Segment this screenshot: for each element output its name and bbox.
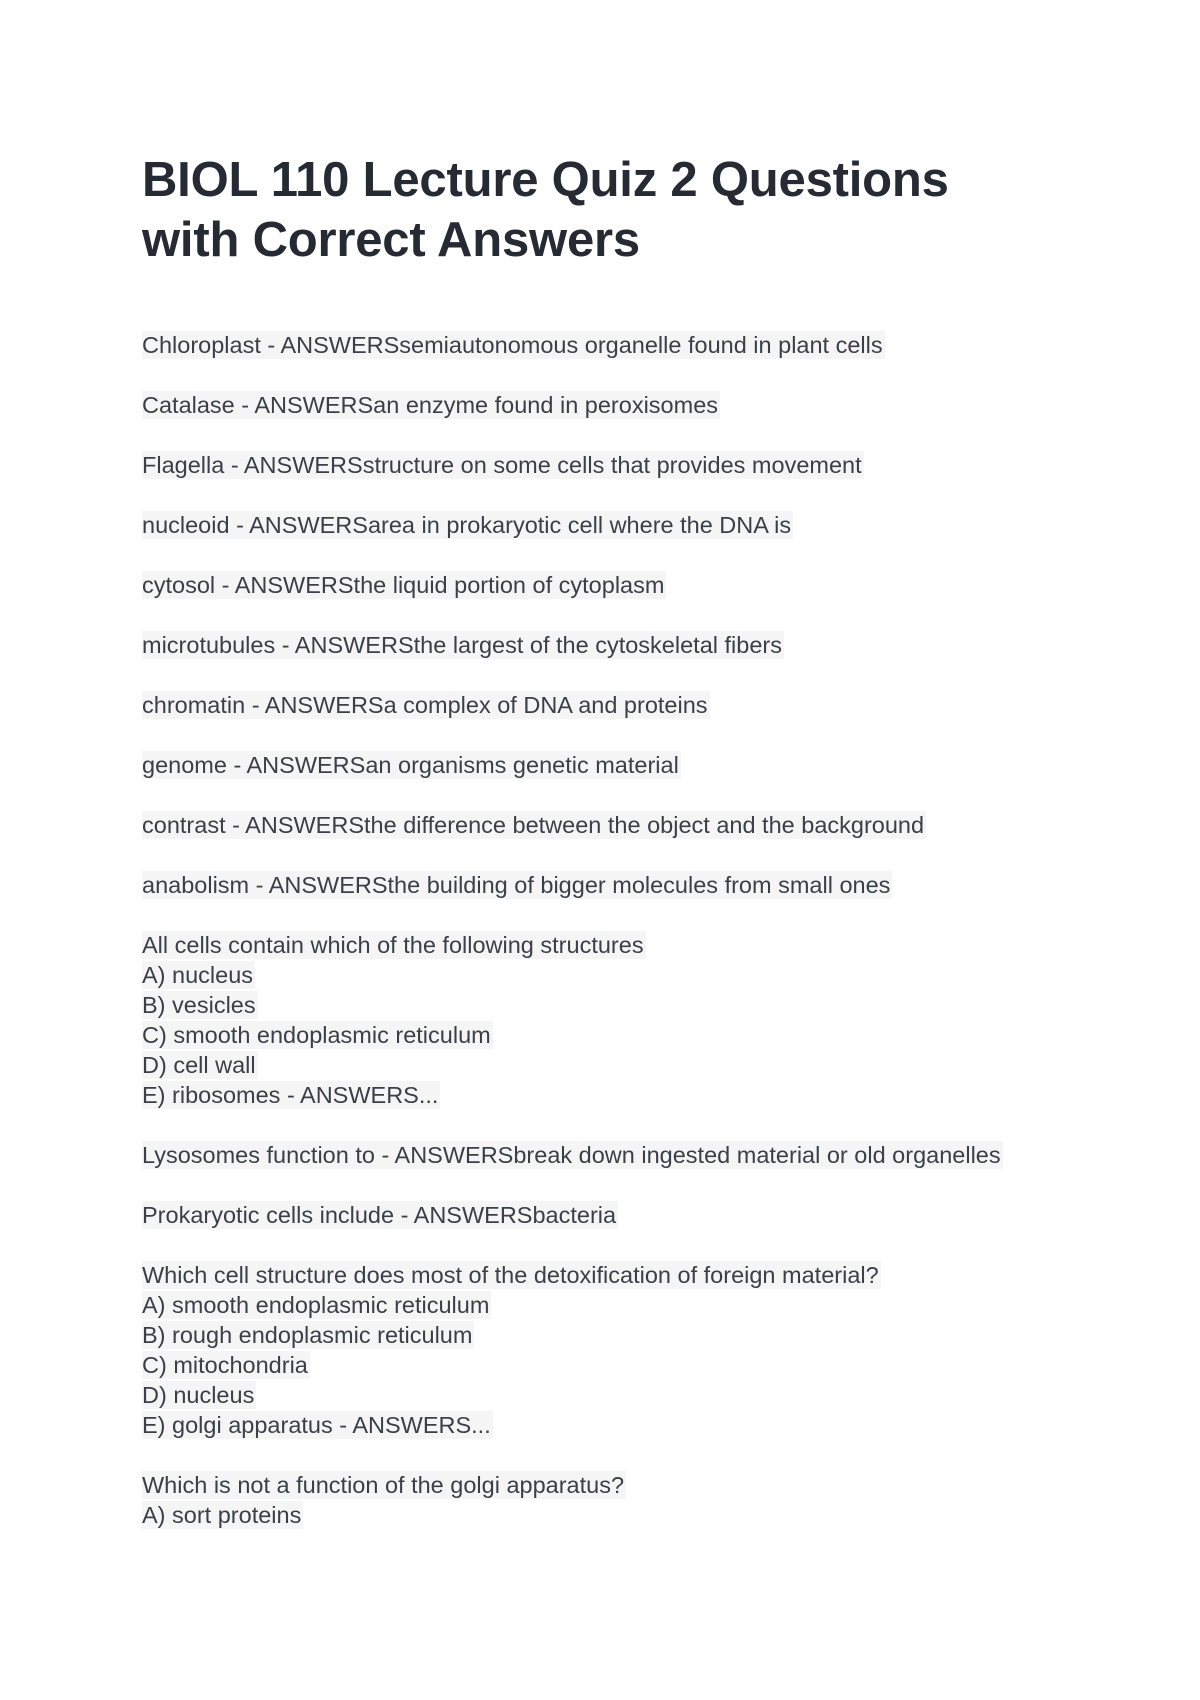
option-text: B) rough endoplasmic reticulum: [142, 1322, 473, 1348]
question-option: [142, 1290, 1062, 1320]
qa-entry-genome: [142, 750, 1062, 780]
question-text: All cells contain which of the following structures: [142, 932, 644, 958]
question-prompt: [142, 1470, 1062, 1500]
option-text: C) smooth endoplasmic reticulum: [142, 1022, 491, 1048]
qa-entry-contrast: [142, 810, 1062, 840]
qa-entry-prokaryotic: [142, 1200, 1062, 1230]
option-text: A) nucleus: [142, 962, 254, 988]
question-prompt: [142, 1260, 1062, 1290]
qa-entry-anabolism: [142, 870, 1062, 900]
question-option: [142, 1380, 1062, 1410]
qa-entry-cytosol: [142, 570, 1062, 600]
qa-entry-catalase: [142, 390, 1062, 420]
option-text: E) golgi apparatus - ANSWERS...: [142, 1412, 491, 1438]
question-option: [142, 1350, 1062, 1380]
question-option: [142, 1410, 1062, 1440]
option-text: D) cell wall: [142, 1052, 256, 1078]
document-title: [142, 150, 1062, 270]
option-text: C) mitochondria: [142, 1352, 308, 1378]
qa-text: cytosol - ANSWERSthe liquid portion of cytoplasm: [142, 572, 665, 598]
question-block-golgi: [142, 1470, 1062, 1530]
qa-text: Catalase - ANSWERSan enzyme found in peroxisomes: [142, 392, 719, 418]
question-text: Which is not a function of the golgi apparatus?: [142, 1472, 625, 1498]
question-option: [142, 1500, 1062, 1530]
qa-entry-microtubules: [142, 630, 1062, 660]
title-line-1: BIOL 110 Lecture Quiz 2 Questions: [142, 153, 949, 207]
qa-text: Prokaryotic cells include - ANSWERSbacteria: [142, 1202, 617, 1228]
qa-entry-nucleoid: [142, 510, 1062, 540]
qa-text: Chloroplast - ANSWERSsemiautonomous organelle found in plant cells: [142, 332, 883, 358]
question-option: [142, 1080, 1062, 1110]
option-text: A) sort proteins: [142, 1502, 302, 1528]
question-block-all-cells: [142, 930, 1062, 1110]
qa-text: anabolism - ANSWERSthe building of bigger molecules from small ones: [142, 872, 891, 898]
question-block-detoxification: [142, 1260, 1062, 1440]
option-text: D) nucleus: [142, 1382, 255, 1408]
document-page: [142, 150, 1062, 1560]
qa-text: chromatin - ANSWERSa complex of DNA and proteins: [142, 692, 708, 718]
option-text: E) ribosomes - ANSWERS...: [142, 1082, 439, 1108]
question-option: [142, 1020, 1062, 1050]
qa-text: Lysosomes function to - ANSWERSbreak down ingested material or old organelles: [142, 1142, 1001, 1168]
qa-entry-chromatin: [142, 690, 1062, 720]
qa-entry-chloroplast: [142, 330, 1062, 360]
question-option: [142, 1050, 1062, 1080]
question-prompt: [142, 930, 1062, 960]
question-option: [142, 1320, 1062, 1350]
question-text: Which cell structure does most of the detoxification of foreign material?: [142, 1262, 879, 1288]
question-option: [142, 990, 1062, 1020]
question-option: [142, 960, 1062, 990]
qa-entry-lysosomes: [142, 1140, 1062, 1170]
qa-text: contrast - ANSWERSthe difference between the object and the background: [142, 812, 925, 838]
qa-text: microtubules - ANSWERSthe largest of the cytoskeletal fibers: [142, 632, 782, 658]
title-line-2: with Correct Answers: [142, 213, 640, 267]
qa-text: Flagella - ANSWERSstructure on some cells that provides movement: [142, 452, 862, 478]
option-text: A) smooth endoplasmic reticulum: [142, 1292, 490, 1318]
option-text: B) vesicles: [142, 992, 256, 1018]
qa-text: genome - ANSWERSan organisms genetic material: [142, 752, 679, 778]
qa-entry-flagella: [142, 450, 1062, 480]
qa-text: nucleoid - ANSWERSarea in prokaryotic cell where the DNA is: [142, 512, 792, 538]
